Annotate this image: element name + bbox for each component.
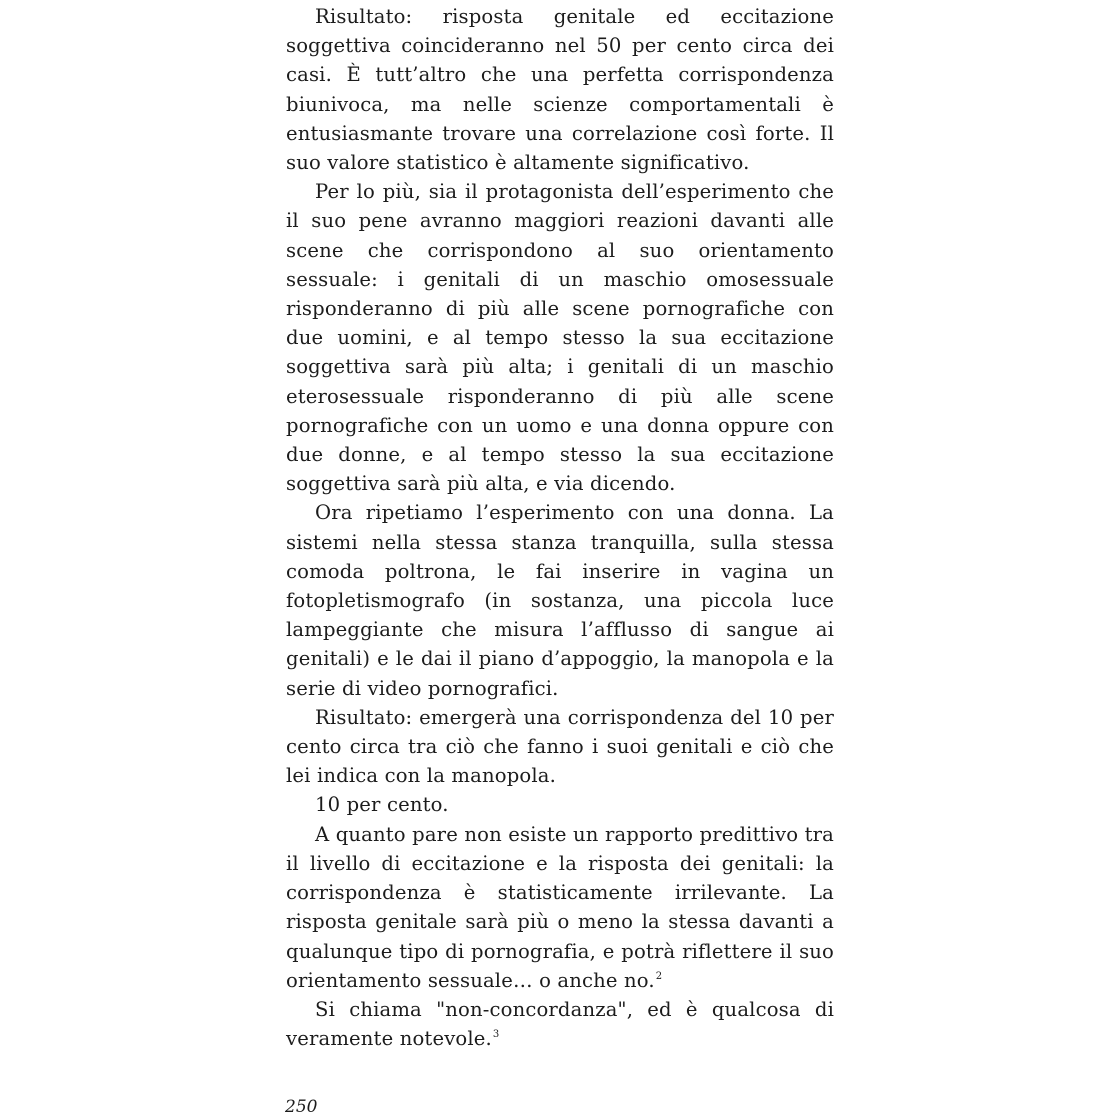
paragraph-text: A quanto pare non esiste un rapporto predittivo tra il livello di eccitazione e la risposta dei genitali: la corrispondenza è statisticamente irrilevante. La risposta genitale sarà più o meno la stessa davanti a qualunque tipo di pornografia, e potrà riflettere il suo orientamento sessuale… o anche no. bbox=[286, 822, 834, 992]
body-text bbox=[286, 2, 834, 1053]
paragraph bbox=[286, 177, 834, 498]
footnote-marker: 2 bbox=[655, 970, 663, 982]
paragraph-text: Risultato: risposta genitale ed eccitazione soggettiva coincideranno nel 50 per cento circa dei casi. È tutt’altro che una perfetta corrispondenza biunivoca, ma nelle scienze comportamentali è entusiasmante trovare una correlazione così forte. Il suo valore statistico è altamente significativo. bbox=[286, 5, 834, 175]
paragraph bbox=[286, 703, 834, 791]
paragraph bbox=[286, 995, 834, 1053]
page-number: 250 bbox=[285, 1097, 318, 1117]
paragraph bbox=[286, 498, 834, 702]
paragraph bbox=[286, 790, 834, 819]
paragraph-text: 10 per cento. bbox=[315, 793, 449, 817]
paragraph-text: Ora ripetiamo l’esperimento con una donna. La sistemi nella stessa stanza tranquilla, sulla stessa comoda poltrona, le fai inserire in vagina un fotopletismografo (in sostanza, una piccola luce lampeggiante che misura l’afflusso di sangue ai genitali) e le dai il piano d’appoggio, la manopola e la serie di video pornografici. bbox=[286, 501, 834, 700]
paragraph-text: Si chiama "non-concordanza", ed è qualcosa di veramente notevole. bbox=[286, 997, 834, 1051]
paragraph-text: Risultato: emergerà una corrispondenza del 10 per cento circa tra ciò che fanno i suoi genitali e ciò che lei indica con la manopola. bbox=[286, 705, 834, 788]
paragraph bbox=[286, 820, 834, 995]
footnote-marker: 3 bbox=[492, 1029, 500, 1041]
paragraph bbox=[286, 2, 834, 177]
paragraph-text: Per lo più, sia il protagonista dell’esperimento che il suo pene avranno maggiori reazioni davanti alle scene che corrispondono al suo orientamento sessuale: i genitali di un maschio omosessuale risponderanno di più alle scene pornografiche con due uomini, e al tempo stesso la sua eccitazione soggettiva sarà più alta; i genitali di un maschio eterosessuale risponderanno di più alle scene pornografiche con un uomo e una donna oppure con due donne, e al tempo stesso la sua eccitazione soggettiva sarà più alta, e via dicendo. bbox=[286, 180, 834, 496]
